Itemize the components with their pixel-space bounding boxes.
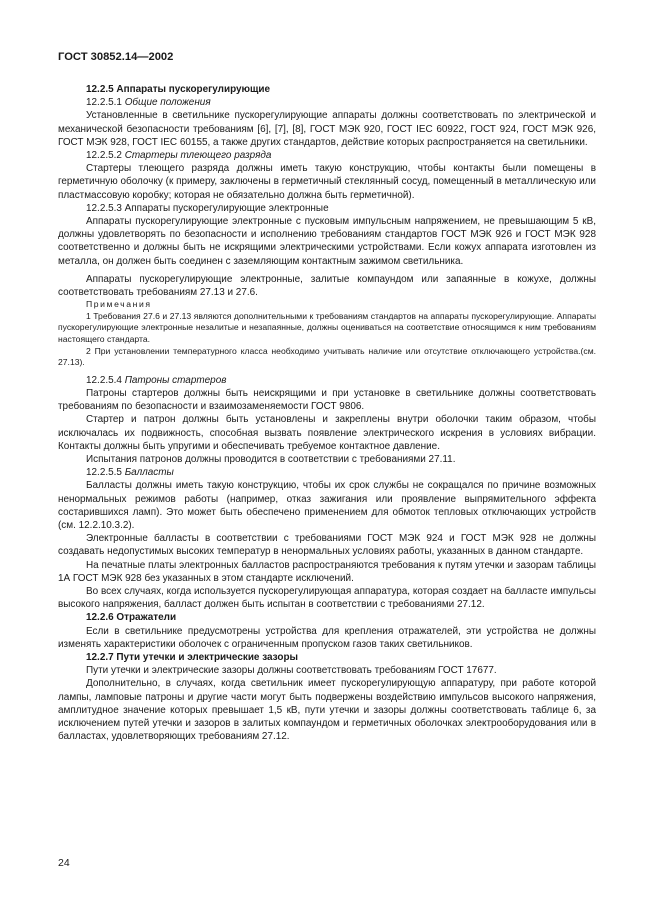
paragraph: Балласты должны иметь такую конструкцию, чтобы их срок службы не сокращался по причине возможных ненормальных режимов работы (например, отказ зажигания или проявление выпрямительного эффекта состарившихся ламп). Это может быть обеспечено применением для обмоток тепловых отключающих устройств (см. 12.2.10.3.2). xyxy=(58,480,596,532)
note-item: 1 Требования 27.6 и 27.13 являются дополнительными к требованиям стандартов на аппараты пускорегулирующие. Аппараты пускорегулирующие электронные незалитые и незапаянные, должны оцениваться на соответствие относящимся к ним требованиям настоящего стандарта. xyxy=(58,310,596,345)
paragraph: Аппараты пускорегулирующие электронные, залитые компаундом или запаянные в кожухе, должны соответствовать требованиям 27.13 и 27.6. xyxy=(58,273,596,299)
paragraph: Патроны стартеров должны быть неискрящими и при установке в светильнике должны соответствовать требованиям по безопасности и взаимозаменяемости ГОСТ 9806. xyxy=(58,388,596,413)
section-heading: 12.2.5 Аппараты пускорегулирующие xyxy=(86,84,271,95)
paragraph: Во всех случаях, когда используется пускорегулирующая аппаратура, которая создает на балласте импульсы высокого напряжения, балласт должен быть испытан в соответствии с требованиями 27.12. xyxy=(58,586,596,611)
section-heading: 12.2.6 Отражатели xyxy=(86,612,177,624)
paragraph: Пути утечки и электрические зазоры должны соответствовать требованиям ГОСТ 17677. xyxy=(86,665,497,677)
subsection-heading xyxy=(58,466,596,479)
subsection-heading xyxy=(58,149,596,162)
subsection-number: 12.2.5.2 xyxy=(86,150,122,162)
page-number: 24 xyxy=(58,857,70,869)
note-item: 2 При установлении температурного класса необходимо учитывать наличие или отсутствие отключающего устройства.(см. 27.13). xyxy=(58,345,596,368)
paragraph: Испытания патронов должны проводится в соответствии с требованиями 27.11. xyxy=(86,454,456,466)
subsection-title: Общие положения xyxy=(124,97,211,109)
paragraph: На печатные платы электронных балластов распространяются требования к путям утечки и зазорам таблицы 1А ГОСТ МЭК 928 без указанных в этом стандарте исключений. xyxy=(58,559,596,584)
subsection-title: Балласты xyxy=(124,467,174,479)
notes-heading: Примечания xyxy=(86,299,152,310)
subsection-heading xyxy=(58,96,596,109)
paragraph: Стартеры тлеющего разряда должны иметь такую конструкцию, чтобы контакты были помещены в герметичную оболочку (к примеру, заключены в герметичный стеклянный сосуд, помещенный в металлическую или пластмассовую коробку; которая не обязательно должна быть герметичной). xyxy=(58,163,596,201)
subsection-heading: 12.2.5.3 Аппараты пускорегулирующие электронные xyxy=(86,202,329,214)
document-body xyxy=(58,78,596,744)
subsection-title: Стартеры тлеющего разряда xyxy=(124,150,272,162)
subsection-title: Патроны стартеров xyxy=(124,374,227,386)
paragraph: Дополнительно, в случаях, когда светильник имеет пускорегулирующую аппаратуру, при работе которой лампы, ламповые патроны и другие части могут быть подвержены воздействию импульсов высокого напряжения, амплитудное значение которых превышает 1,5 кВ, пути утечки и зазоры должны соответствовать таблице 6, за исключением путей утечки и зазоров в залитых компаундом и герметичных оболочках электрооборудования или в балластах, удовлетворяющих требованиям 27.12. xyxy=(58,678,596,743)
subsection-number: 12.2.5.1 xyxy=(86,97,122,109)
document-header: ГОСТ 30852.14—2002 xyxy=(58,51,174,63)
subsection-heading xyxy=(58,374,596,387)
paragraph: Аппараты пускорегулирующие электронные с пусковым импульсным напряжением, не превышающим 5 кВ, должны удовлетворять по безопасности и исполнению требованиям стандартов ГОСТ МЭК 926 и ГОСТ МЭК 928 соответственно и должны быть не искрящими электрическими устройствами. Если кожух аппарата изготовлен из металла, он должен быть соединен с заземляющим контактным зажимом светильника. xyxy=(58,216,596,267)
subsection-number: 12.2.5.4 xyxy=(86,374,122,386)
subsection-number: 12.2.5.5 xyxy=(86,467,122,479)
section-heading: 12.2.7 Пути утечки и электрические зазоры xyxy=(86,652,299,664)
paragraph: Электронные балласты в соответствии с требованиями ГОСТ МЭК 924 и ГОСТ МЭК 928 не должны создавать недопустимых высоких температур в ненормальных условиях работы, указанных в данном стандарте. xyxy=(58,533,596,558)
paragraph: Стартер и патрон должны быть установлены и закреплены внутри оболочки таким образом, чтобы исключалась их подвижность, способная вызвать появление электрического искрения в условиях вибрации. Контакты должны быть упругими и обеспечивать требуемое контактное давление. xyxy=(58,414,596,452)
paragraph: Установленные в светильнике пускорегулирующие аппараты должны соответствовать по электрической и механической безопасности требованиям [6], [7], [8], ГОСТ МЭК 920, ГОСТ IEC 60922, ГОСТ 924, ГОСТ МЭК 926, ГОСТ МЭК 928, ГОСТ IEC 60155, а также других стандартов, действие которых распространяется на светильники. xyxy=(58,110,596,148)
paragraph: Если в светильнике предусмотрены устройства для крепления отражателей, эти устройства не должны изменять характеристики оболочек с ограниченным пропуском газов таких светильников. xyxy=(58,625,596,650)
